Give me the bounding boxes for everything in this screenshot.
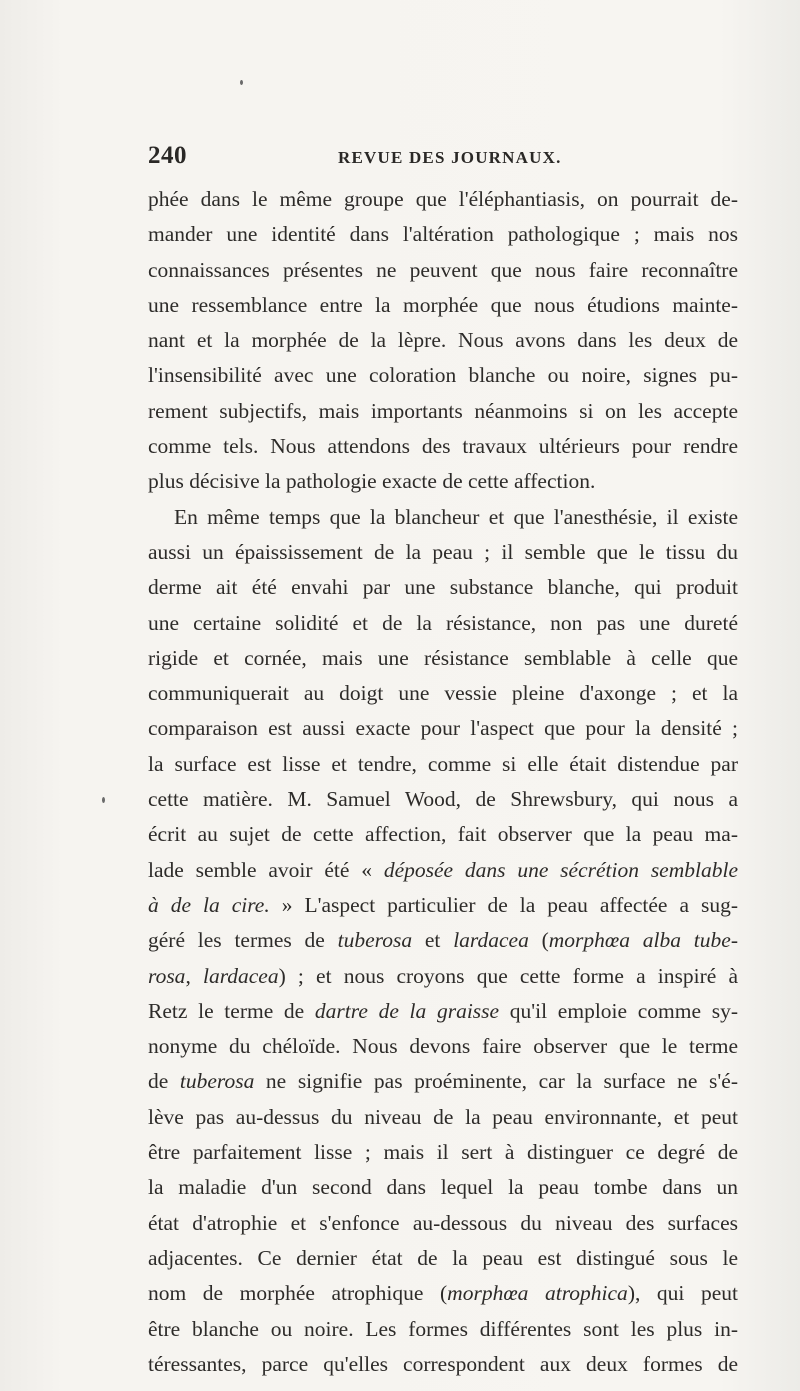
text-line: rosa, lardacea) ; et nous croyons que cette forme a inspiré à (148, 963, 739, 988)
text-line: une certaine solidité et de la résistance, non pas une dureté (148, 610, 738, 635)
ink-speck (240, 80, 243, 85)
text-line: état d'atrophie et s'enfonce au-dessous du niveau des surfaces (148, 1210, 738, 1235)
text-line: la maladie d'un second dans lequel la peau tombe dans un (148, 1175, 738, 1200)
text-line: être parfaitement lisse ; mais il sert à distinguer ce degré de (148, 1140, 738, 1165)
body-text (148, 182, 738, 1382)
text-line: une ressemblance entre la morphée que nous étudions mainte- (148, 292, 738, 317)
text-line: lade semble avoir été « déposée dans une sécrétion semblable (148, 857, 738, 882)
text-line: rigide et cornée, mais une résistance semblable à celle que (148, 645, 738, 670)
text-line: comparaison est aussi exacte pour l'aspect que pour la densité ; (148, 716, 738, 741)
text-line: En même temps que la blancheur et que l'anesthésie, il existe (174, 504, 738, 529)
text-line: téressantes, parce qu'elles correspondent aux deux formes de (148, 1351, 738, 1376)
text-line: être blanche ou noire. Les formes différentes sont les plus in- (148, 1316, 738, 1341)
text-line: nant et la morphée de la lèpre. Nous avons dans les deux de (148, 328, 738, 353)
text-line: plus décisive la pathologie exacte de cette affection. (148, 469, 596, 494)
text-line: cette matière. M. Samuel Wood, de Shrewsbury, qui nous a (148, 787, 738, 812)
text-line: géré les termes de tuberosa et lardacea (morphœa alba tube- (148, 928, 738, 953)
text-line: la surface est lisse et tendre, comme si elle était distendue par (148, 751, 738, 776)
text-line: communiquerait au doigt une vessie pleine d'axonge ; et la (148, 681, 738, 706)
text-line: lève pas au-dessus du niveau de la peau environnante, et peut (148, 1104, 738, 1129)
text-line: nom de morphée atrophique (morphœa atrophica), qui peut (148, 1281, 739, 1306)
text-line: nonyme du chéloïde. Nous devons faire observer que le terme (148, 1034, 738, 1059)
ink-speck (102, 797, 105, 803)
text-line: aussi un épaississement de la peau ; il semble que le tissu du (148, 539, 738, 564)
text-line: adjacentes. Ce dernier état de la peau est distingué sous le (148, 1245, 738, 1270)
text-line: rement subjectifs, mais importants néanmoins si on les accepte (148, 398, 738, 423)
running-title: REVUE DES JOURNAUX. (338, 148, 562, 167)
text-line: écrit au sujet de cette affection, fait observer que la peau ma- (148, 822, 738, 847)
text-line: connaissances présentes ne peuvent que nous faire reconnaître (148, 257, 738, 282)
text-line: derme ait été envahi par une substance blanche, qui produit (148, 575, 738, 600)
text-line: mander une identité dans l'altération pathologique ; mais nos (148, 222, 738, 247)
text-line: Retz le terme de dartre de la graisse qu'il emploie comme sy- (148, 998, 738, 1023)
text-line: de tuberosa ne signifie pas proéminente, car la surface ne s'é- (148, 1069, 738, 1094)
running-head (148, 142, 738, 172)
text-line: phée dans le même groupe que l'éléphantiasis, on pourrait de- (148, 187, 738, 211)
text-line: à de la cire. » L'aspect particulier de la peau affectée a sug- (148, 892, 738, 917)
page-number: 240 (148, 142, 187, 169)
text-line: l'insensibilité avec une coloration blanche ou noire, signes pu- (148, 363, 738, 388)
text-line: comme tels. Nous attendons des travaux ultérieurs pour rendre (148, 434, 738, 459)
